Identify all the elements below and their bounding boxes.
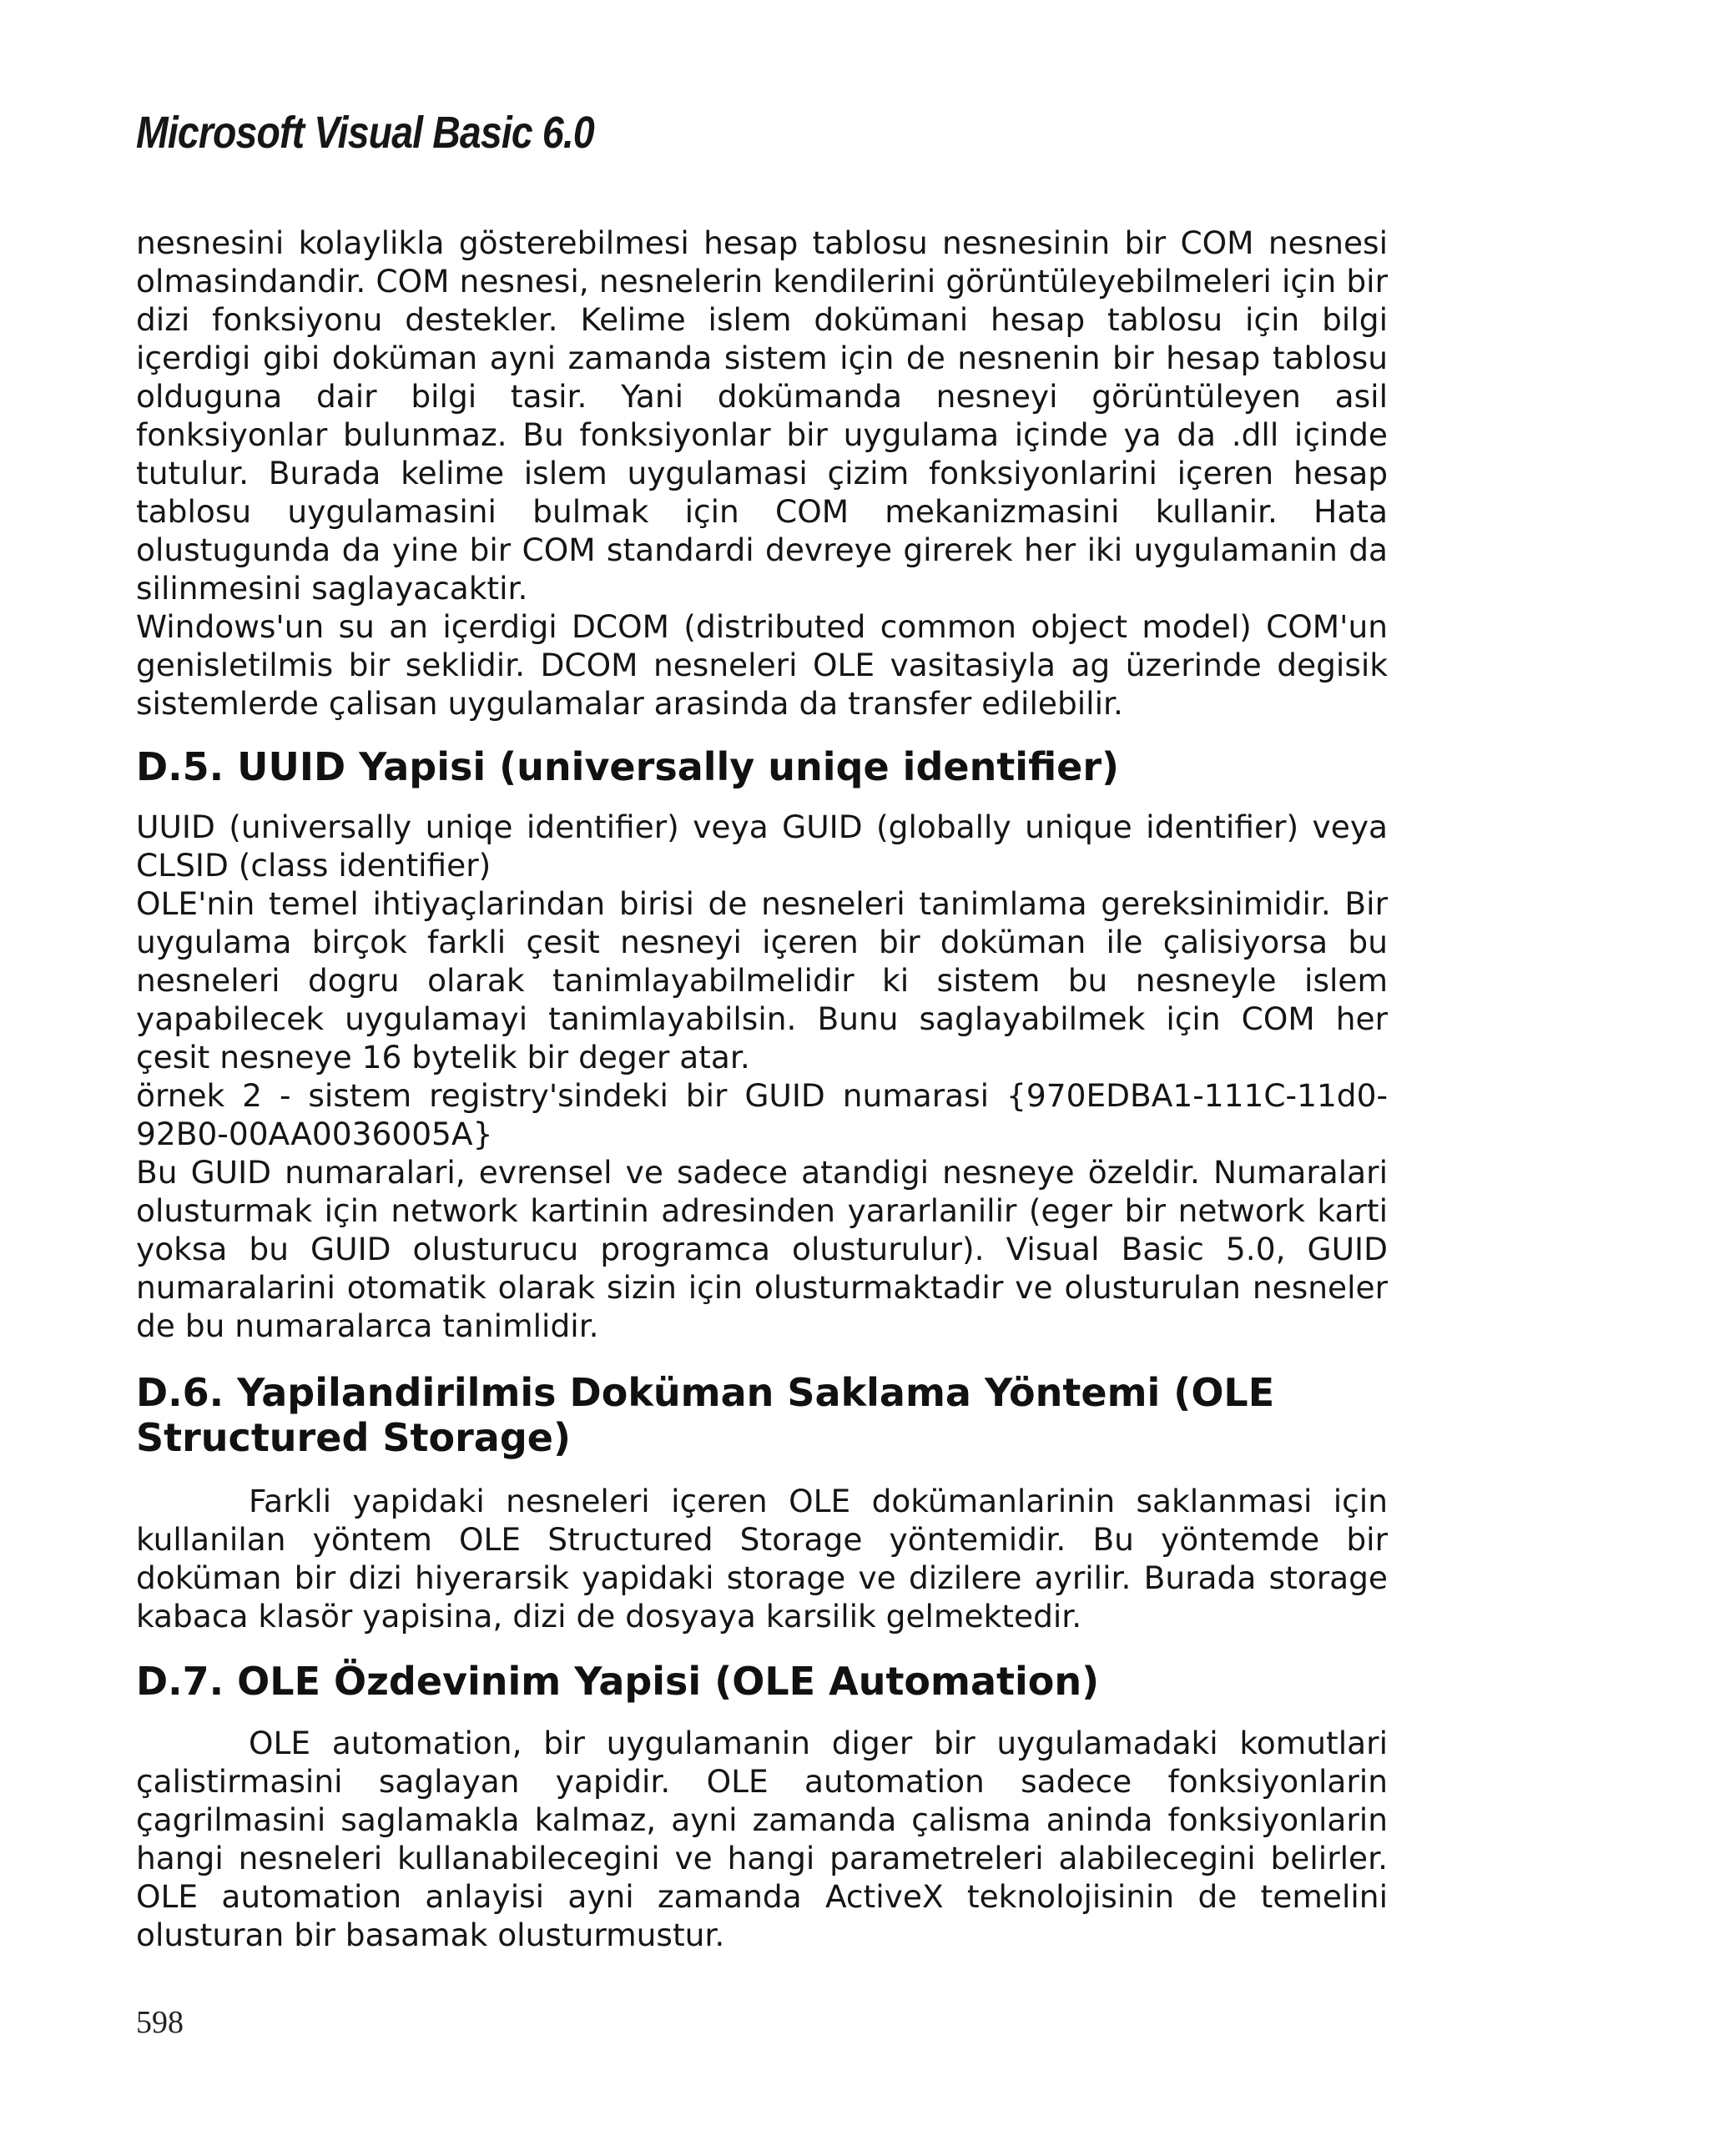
body-paragraph: OLE'nin temel ihtiyaçlarindan birisi de nesneleri tanimlama gereksinimidir. Bir uygulama birçok farkli çesit nesneyi içeren bir doküman ile çalisiyorsa bu nesneleri dogru olarak tanimlayabilmelidir ki sistem bu nesneyle islem yapabilecek uygulamayi tanimlayabilsin. Bunu saglayabilmek için COM her çesit nesneye 16 bytelik bir deger atar. bbox=[136, 885, 1388, 1075]
body-paragraph: nesnesini kolaylikla gösterebilmesi hesap tablosu nesnesinin bir COM nesnesi olmasindandir. COM nesnesi, nesnelerin kendilerini görüntüleyebilmeleri için bir dizi fonksiyonu destekler. Kelime islem dokümani hesap tablosu için bilgi içerdigi gibi doküman ayni zamanda sistem için de nesnenin bir hesap tablosu olduguna dair bilgi tasir. Yani dokümanda nesneyi görüntüleyen asil fonksiyonlar bulunmaz. Bu fonksiyonlar bir uygulama içinde ya da .dll içinde tutulur. Burada kelime islem uygulamasi çizim fonksiyonlarini içeren hesap tablosu uygulamasini bulmak için COM mekanizmasini kullanir. Hata olustugunda da yine bir COM standardi devreye girerek her iki uygulamanin da silinmesini saglayacaktir. bbox=[136, 224, 1388, 607]
section-heading-d5: D.5. UUID Yapisi (universally uniqe identifier) bbox=[136, 744, 1120, 789]
running-header: Microsoft Visual Basic 6.0 bbox=[136, 108, 594, 158]
page-number: 598 bbox=[136, 2005, 184, 2040]
body-paragraph: örnek 2 - sistem registry'sindeki bir GUID numarasi {970EDBA1-111C-11d0-92B0-00AA0036005A} bbox=[136, 1077, 1388, 1152]
section-heading-d7: D.7. OLE Özdevinim Yapisi (OLE Automation) bbox=[136, 1659, 1100, 1704]
body-paragraph: Windows'un su an içerdigi DCOM (distributed common object model) COM'un genisletilmis bir seklidir. DCOM nesneleri OLE vasitasiyla ag üzerinde degisik sistemlerde çalisan uygulamalar arasinda da transfer edilebilir. bbox=[136, 608, 1388, 722]
body-paragraph: Farkli yapidaki nesneleri içeren OLE dokümanlarinin saklanmasi için kullanilan yöntem OLE Structured Storage yöntemidir. Bu yöntemde bir doküman bir dizi hiyerarsik yapidaki storage ve dizilere ayrilir. Burada storage kabaca klasör yapisina, dizi de dosyaya karsilik gelmektedir. bbox=[136, 1483, 1388, 1635]
body-paragraph: Bu GUID numaralari, evrensel ve sadece atandigi nesneye özeldir. Numaralari olusturmak için network kartinin adresinden yararlanilir (eger bir network karti yoksa bu GUID olusturucu programca olusturulur). Visual Basic 5.0, GUID numaralarini otomatik olarak sizin için olusturmaktadir ve olusturulan nesneler de bu numaralarca tanimlidir. bbox=[136, 1154, 1388, 1344]
section-heading-d6: D.6. Yapilandirilmis Doküman Saklama Yöntemi (OLE Structured Storage) bbox=[136, 1370, 1275, 1460]
page-body bbox=[136, 224, 1388, 1954]
body-paragraph: OLE automation, bir uygulamanin diger bir uygulamadaki komutlari çalistirmasini saglayan yapidir. OLE automation sadece fonksiyonlarin çagrilmasini saglamakla kalmaz, ayni zamanda çalisma aninda fonksiyonlarin hangi nesneleri kullanabilecegini ve hangi parametreleri alabilecegini belirler. OLE automation anlayisi ayni zamanda ActiveX teknolojisinin de temelini olusturan bir basamak olusturmustur. bbox=[136, 1725, 1388, 1953]
body-paragraph: UUID (universally uniqe identifier) veya GUID (globally unique identifier) veya CLSID (class identifier) bbox=[136, 808, 1388, 884]
